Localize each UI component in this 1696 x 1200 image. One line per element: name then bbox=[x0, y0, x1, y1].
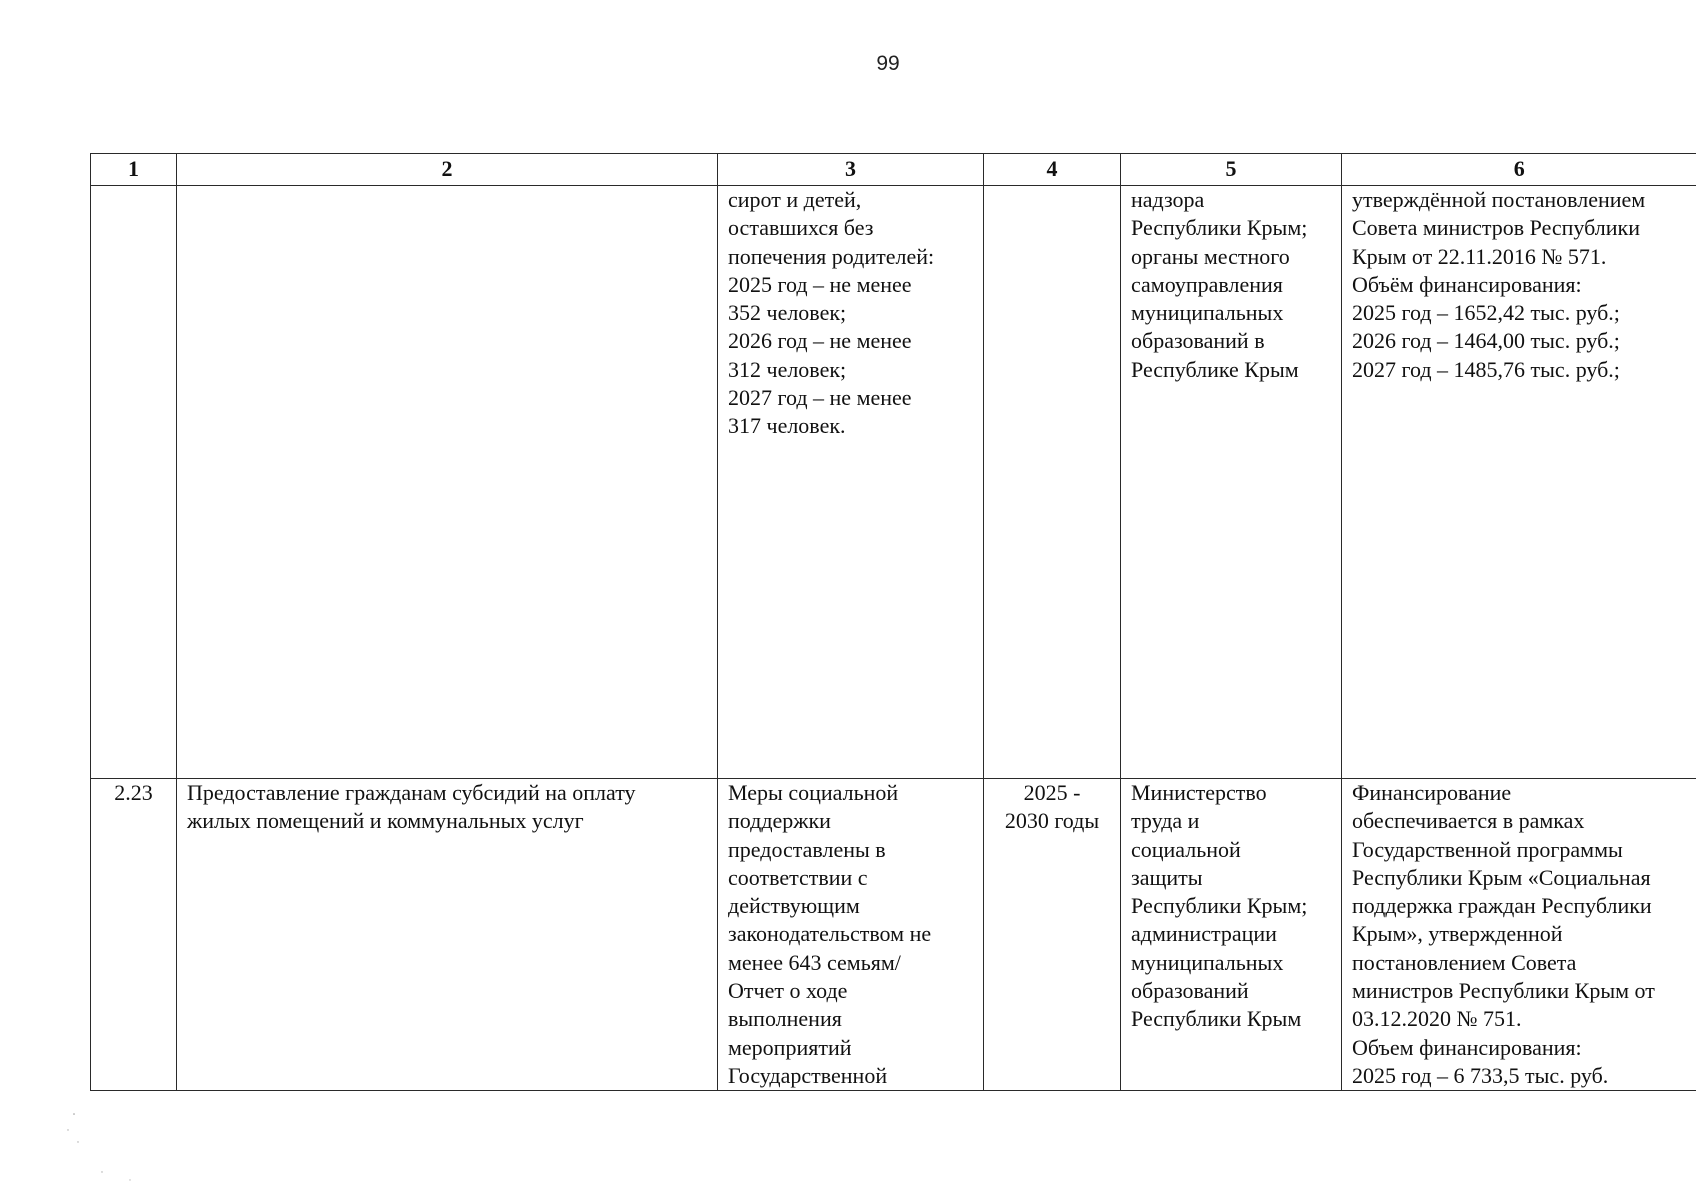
result-cell: Меры социальной поддержки предоставлены в соответствии с действующим законодательством не менее 643 семьям/ Отчет о ходе выполнения мероприятий Государственной bbox=[718, 779, 984, 1091]
result-cell: сирот и детей, оставшихся без попечения родителей: 2025 год – не менее 352 человек; 2026 год – не менее 312 человек; 2027 год – не менее 317 человек. bbox=[718, 186, 984, 779]
table-row bbox=[91, 186, 1696, 779]
column-header-1: 1 bbox=[91, 154, 177, 186]
column-header-5: 5 bbox=[1121, 154, 1342, 186]
financing-cell: утверждённой постановлением Совета министров Республики Крым от 22.11.2016 № 571. Объём финансирования: 2025 год – 1652,42 тыс. руб.; 2026 год – 1464,00 тыс. руб.; 2027 год – 1485,76 тыс. руб.; bbox=[1342, 186, 1696, 779]
measures-table bbox=[90, 153, 1696, 1091]
column-header-6: 6 bbox=[1342, 154, 1696, 186]
column-header-2: 2 bbox=[177, 154, 718, 186]
period-cell bbox=[984, 186, 1121, 779]
table-header-row bbox=[91, 154, 1696, 186]
page-number: 99 bbox=[876, 52, 900, 75]
table-row bbox=[91, 779, 1696, 1091]
executor-cell: надзора Республики Крым; органы местного самоуправления муниципальных образований в Республике Крым bbox=[1121, 186, 1342, 779]
row-number-cell bbox=[91, 186, 177, 779]
scan-artifact bbox=[62, 1108, 142, 1188]
measure-name-cell: Предоставление гражданам субсидий на оплату жилых помещений и коммунальных услуг bbox=[177, 779, 718, 1091]
column-header-3: 3 bbox=[718, 154, 984, 186]
row-number-cell: 2.23 bbox=[91, 779, 177, 1091]
financing-cell: Финансирование обеспечивается в рамках Государственной программы Республики Крым «Социальная поддержка граждан Республики Крым», утвержденной постановлением Совета министров Республики Крым от 03.12.2020 № 751. Объем финансирования: 2025 год – 6 733,5 тыс. руб. bbox=[1342, 779, 1696, 1091]
measure-name-cell bbox=[177, 186, 718, 779]
column-header-4: 4 bbox=[984, 154, 1121, 186]
period-cell: 2025 - 2030 годы bbox=[984, 779, 1121, 1091]
executor-cell: Министерство труда и социальной защиты Республики Крым; администрации муниципальных образований Республики Крым bbox=[1121, 779, 1342, 1091]
